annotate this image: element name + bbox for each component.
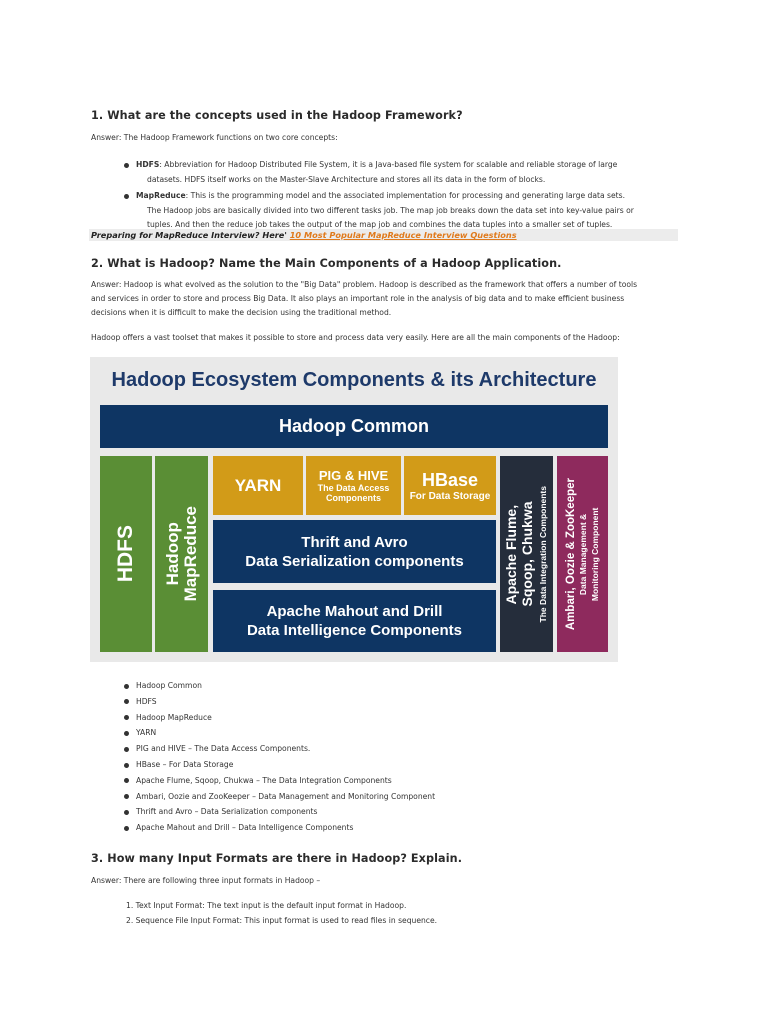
list-item: YARN: [136, 728, 157, 738]
pig-hive-title: PIG & HIVE: [318, 468, 389, 483]
pig-hive-sub1: The Data Access: [317, 483, 390, 493]
yarn-block: YARN: [213, 456, 303, 515]
question-3-answer: Answer: There are following three input formats in Hadoop –: [91, 876, 321, 885]
ambari-oozie-block: [557, 456, 608, 652]
thrift-line2: Data Serialization components: [245, 552, 464, 570]
pig-hive-block: [306, 456, 401, 515]
mapreduce-block-line1: Hadoop: [162, 522, 182, 586]
mapreduce-promo-banner: [89, 229, 678, 241]
flume-line1: Apache Flume,: [502, 504, 519, 604]
list-item: HBase – For Data Storage: [136, 760, 234, 769]
list-item: 2. Sequence File Input Format: This input format is used to read files in sequence.: [126, 915, 438, 925]
list-item: Hadoop MapReduce: [136, 712, 212, 722]
list-item: Thrift and Avro – Data Serialization components: [136, 807, 318, 817]
hdfs-block: [100, 456, 152, 652]
q2-answer-line2: and services in order to store and process Big Data. It also plays an important role in the analysis of big data and to make efficient business: [91, 294, 625, 303]
promo-text: Preparing for MapReduce Interview? Here': [91, 230, 287, 240]
question-2-title: 2. What is Hadoop? Name the Main Components of a Hadoop Application.: [91, 257, 562, 270]
thrift-avro-block: [213, 520, 496, 583]
list-item: Apache Mahout and Drill – Data Intelligence Components: [136, 823, 354, 833]
mahout-line2: Data Intelligence Components: [246, 622, 463, 639]
bullet-icon: [124, 763, 129, 768]
list-item: Hadoop Common: [136, 681, 202, 690]
thrift-line1: Thrift and Avro: [301, 533, 408, 551]
mapreduce-line3: tuples. And then the reduce job takes the output of the map job and combines the data tuples into a smaller set of tuples.: [147, 220, 613, 229]
bullet-icon: [124, 731, 129, 736]
bullet-icon: [124, 826, 129, 831]
ambari-sub1: Data Management &: [577, 513, 588, 595]
q2-answer-line3: decisions when it is difficult to make the decision using the traditional method.: [91, 308, 392, 317]
bullet-icon: [124, 684, 129, 689]
hdfs-line2: datasets. HDFS itself works on the Master-Slave Architecture and stores all its data in the form of blocks.: [147, 174, 546, 184]
flume-block-label: [503, 486, 551, 622]
list-item: HDFS: [136, 696, 157, 706]
list-item: 1. Text Input Format: The text input is the default input format in Hadoop.: [126, 901, 407, 910]
ambari-sub2: Monitoring Component: [589, 507, 600, 601]
hbase-title: HBase: [421, 469, 479, 490]
mapreduce-questions-link[interactable]: 10 Most Popular MapReduce Interview Questions: [289, 230, 517, 240]
flume-line2: Sqoop, Chukwa: [518, 501, 535, 607]
hdfs-block-label: HDFS: [114, 525, 137, 583]
flume-sub: The Data Integration Components: [537, 485, 548, 623]
components-intro: Hadoop offers a vast toolset that makes it possible to store and process data very easily. Here are all the main components of the Hadoop:: [91, 333, 620, 342]
pig-hive-sub2: Components: [326, 493, 381, 503]
question-2-answer: [91, 278, 691, 320]
list-item: PIG and HIVE – The Data Access Components.: [136, 744, 311, 754]
hadoop-ecosystem-diagram: [90, 357, 618, 662]
question-3-title: 3. How many Input Formats are there in Hadoop? Explain.: [91, 852, 463, 865]
mapreduce-block-line2: MapReduce: [180, 506, 200, 602]
mapreduce-block-label: [164, 506, 200, 601]
mapreduce-block: [155, 456, 208, 652]
input-formats-list: [126, 899, 437, 928]
hdfs-label: HDFS: [136, 160, 160, 169]
hbase-block: [404, 456, 496, 515]
list-item: Apache Flume, Sqoop, Chukwa – The Data Integration Components: [136, 775, 392, 785]
bullet-icon: [124, 794, 129, 799]
diagram-title: Hadoop Ecosystem Components & its Architecture: [111, 369, 597, 391]
mahout-drill-block: [213, 590, 496, 652]
mapreduce-line2: The Hadoop jobs are basically divided into two different tasks job. The map job breaks down the data set into key-value pairs or: [147, 205, 634, 215]
q2-answer-line1: Answer: Hadoop is what evolved as the solution to the "Big Data" problem. Hadoop is described as the framework that offers a number of tools: [91, 280, 638, 289]
question-1-answer: Answer: The Hadoop Framework functions on two core concepts:: [91, 133, 338, 142]
mapreduce-description: [136, 189, 681, 233]
bullet-icon: [124, 194, 129, 199]
mapreduce-line1: : This is the programming model and the associated implementation for processing and generating large data sets.: [185, 191, 626, 200]
hbase-sub: For Data Storage: [409, 490, 491, 502]
ambari-line1: Ambari, Oozie & ZooKeeper: [564, 477, 577, 631]
hdfs-description: [136, 158, 676, 187]
list-item: Ambari, Oozie and ZooKeeper – Data Management and Monitoring Component: [136, 791, 436, 801]
bullet-icon: [124, 778, 129, 783]
bullet-icon: [124, 163, 129, 168]
bullet-icon: [124, 715, 129, 720]
bullet-icon: [124, 810, 129, 815]
question-1-title: 1. What are the concepts used in the Hadoop Framework?: [91, 109, 463, 122]
ambari-block-label: [565, 478, 601, 630]
bullet-icon: [124, 747, 129, 752]
mahout-line1: Apache Mahout and Drill: [266, 603, 443, 620]
flume-sqoop-block: [500, 456, 553, 652]
hdfs-line1: : Abbreviation for Hadoop Distributed File System, it is a Java-based file system for scalable and reliable storage of large: [159, 160, 618, 169]
bullet-icon: [124, 699, 129, 704]
mapreduce-label: MapReduce: [136, 191, 186, 200]
hadoop-common-block: Hadoop Common: [100, 405, 608, 448]
